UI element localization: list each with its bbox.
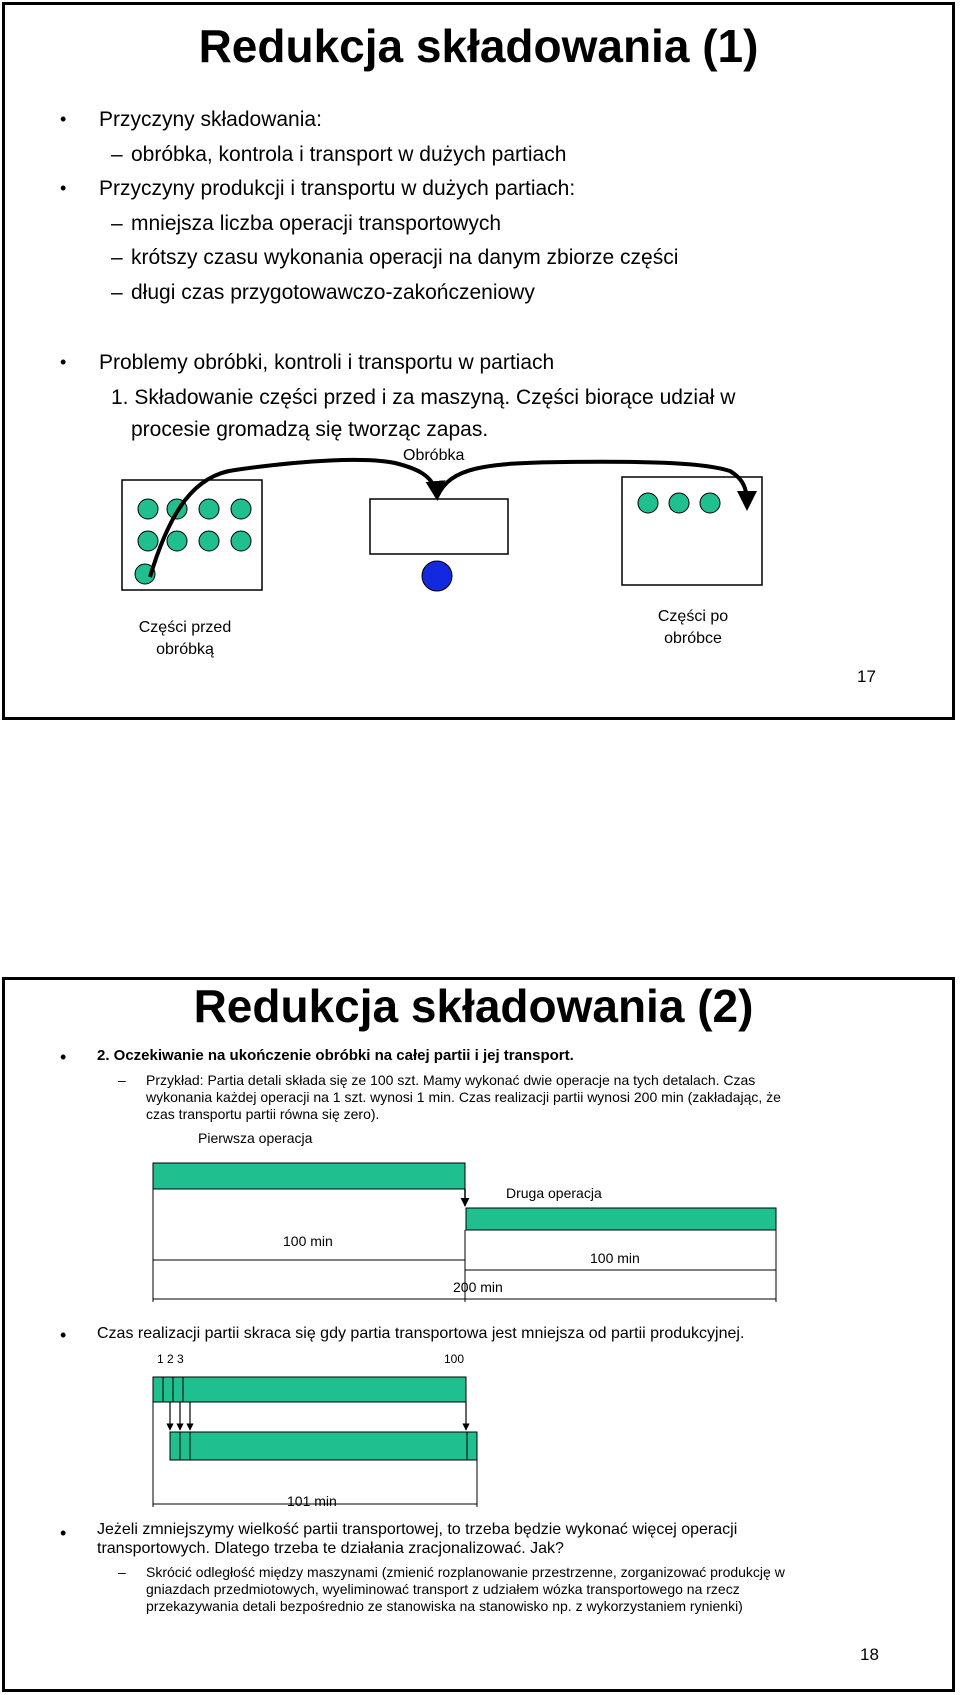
bullet-text-cont: transportowych. Dlatego trzeba te działania zracjonalizować. Jak? [97, 1540, 564, 1557]
bullet-text: Przyczyny produkcji i transportu w dużych partiach: [99, 177, 576, 200]
operator-circle [422, 561, 452, 591]
time-label-2: 100 min [590, 1250, 640, 1266]
first-operation-bar [153, 1377, 466, 1402]
bullet-text: Przyczyny składowania: [99, 108, 322, 131]
part-circle [638, 493, 658, 513]
sub-bullet-text: mniejsza liczba operacji transportowych [131, 212, 501, 235]
after-label: Części po obróbce [657, 608, 729, 647]
first-operation-label: Pierwsza operacja [198, 1130, 313, 1146]
dash-marker: – [111, 281, 123, 304]
bullet-text: Problemy obróbki, kontroli i transportu w partiach [99, 351, 555, 374]
machine-label: Obróbka [403, 447, 465, 464]
slide-title: Redukcja składowania (1) [198, 20, 759, 72]
part-circle [199, 531, 219, 551]
dash-marker: – [118, 1072, 126, 1088]
part-circle [231, 531, 251, 551]
bullet-dot: • [60, 1523, 67, 1543]
sub-bullet-text: długi czas przygotowawczo-zakończeniowy [131, 281, 535, 304]
bullet-dot: • [60, 109, 67, 129]
bullet-text: Jeżeli zmniejszymy wielkość partii transportowej, to trzeba będzie wykonać więcej operacji [97, 1521, 738, 1538]
storage-after-box [622, 477, 762, 585]
bullet-dot: • [60, 1047, 67, 1067]
flow-diagram [5, 5, 958, 723]
batch-label-right: 100 [444, 1352, 465, 1366]
slide-2 [2, 977, 955, 1692]
page-number: 17 [857, 667, 876, 686]
dash-marker: – [118, 1564, 126, 1580]
point-2-text: 2. Oczekiwanie na ukończenie obróbki na całej partii i jej transport. [97, 1047, 574, 1064]
bullet-dot: • [60, 178, 67, 198]
part-circle [199, 499, 219, 519]
sub-bullet-line: Skrócić odległość między maszynami (zmienić rozplanowanie przestrzenne, zorganizować produkcję w [146, 1564, 785, 1580]
dash-marker: – [111, 212, 123, 235]
bullet-dot: • [60, 1325, 67, 1345]
example-line: Przykład: Partia detali składa się ze 100 szt. Mamy wykonać dwie operacje na tych detalach. Czas [146, 1072, 756, 1088]
bullet-text: Czas realizacji partii skraca się gdy partia transportowa jest mniejsza od partii produkcyjnej. [97, 1325, 745, 1342]
page-number: 18 [860, 1645, 879, 1664]
dash-marker: – [111, 143, 123, 166]
part-circle [138, 499, 158, 519]
part-circle [167, 531, 187, 551]
example-line: wykonania każdej operacji na 1 szt. wynosi 1 min. Czas realizacji partii wynosi 200 min (zakładając, że [146, 1089, 781, 1105]
slide-title: Redukcja składowania (2) [193, 980, 754, 1032]
numbered-item: 1. Składowanie części przed i za maszyną. Części biorące udział w [111, 386, 736, 409]
bullet-dot: • [60, 352, 67, 372]
total-time-label: 101 min [287, 1493, 337, 1509]
numbered-item-cont: procesie gromadzą się tworząc zapas. [131, 418, 489, 441]
part-circle [700, 493, 720, 513]
sub-bullet-text: krótszy czasu wykonania operacji na danym zbiorze części [131, 246, 679, 269]
part-circle [669, 493, 689, 513]
first-operation-bar [153, 1163, 465, 1189]
machine-box [370, 499, 508, 554]
sub-bullet-line: gniazdach przedmiotowych, wyeliminować transport z udziałem wózka transportowego na rzecz [146, 1581, 740, 1597]
second-operation-bar [170, 1432, 477, 1460]
time-label-1: 100 min [283, 1233, 333, 1249]
before-label: Części przed obróbką [138, 619, 232, 658]
slide-1 [2, 2, 955, 720]
second-operation-label: Druga operacja [506, 1185, 602, 1201]
sub-bullet-text: obróbka, kontrola i transport w dużych partiach [131, 143, 567, 166]
sub-bullet-line: przekazywania detali bezpośrednio ze stanowiska na stanowisko np. z wykorzystaniem rynienki) [146, 1598, 743, 1614]
total-time-label: 200 min [453, 1279, 503, 1295]
batch-labels-left: 1 2 3 [157, 1352, 184, 1366]
dash-marker: – [111, 246, 123, 269]
parts-after-group [638, 493, 720, 513]
part-circle [231, 499, 251, 519]
part-circle [138, 531, 158, 551]
second-operation-bar [466, 1208, 776, 1230]
example-line: czas transportu partii równa się zero). [146, 1106, 380, 1122]
